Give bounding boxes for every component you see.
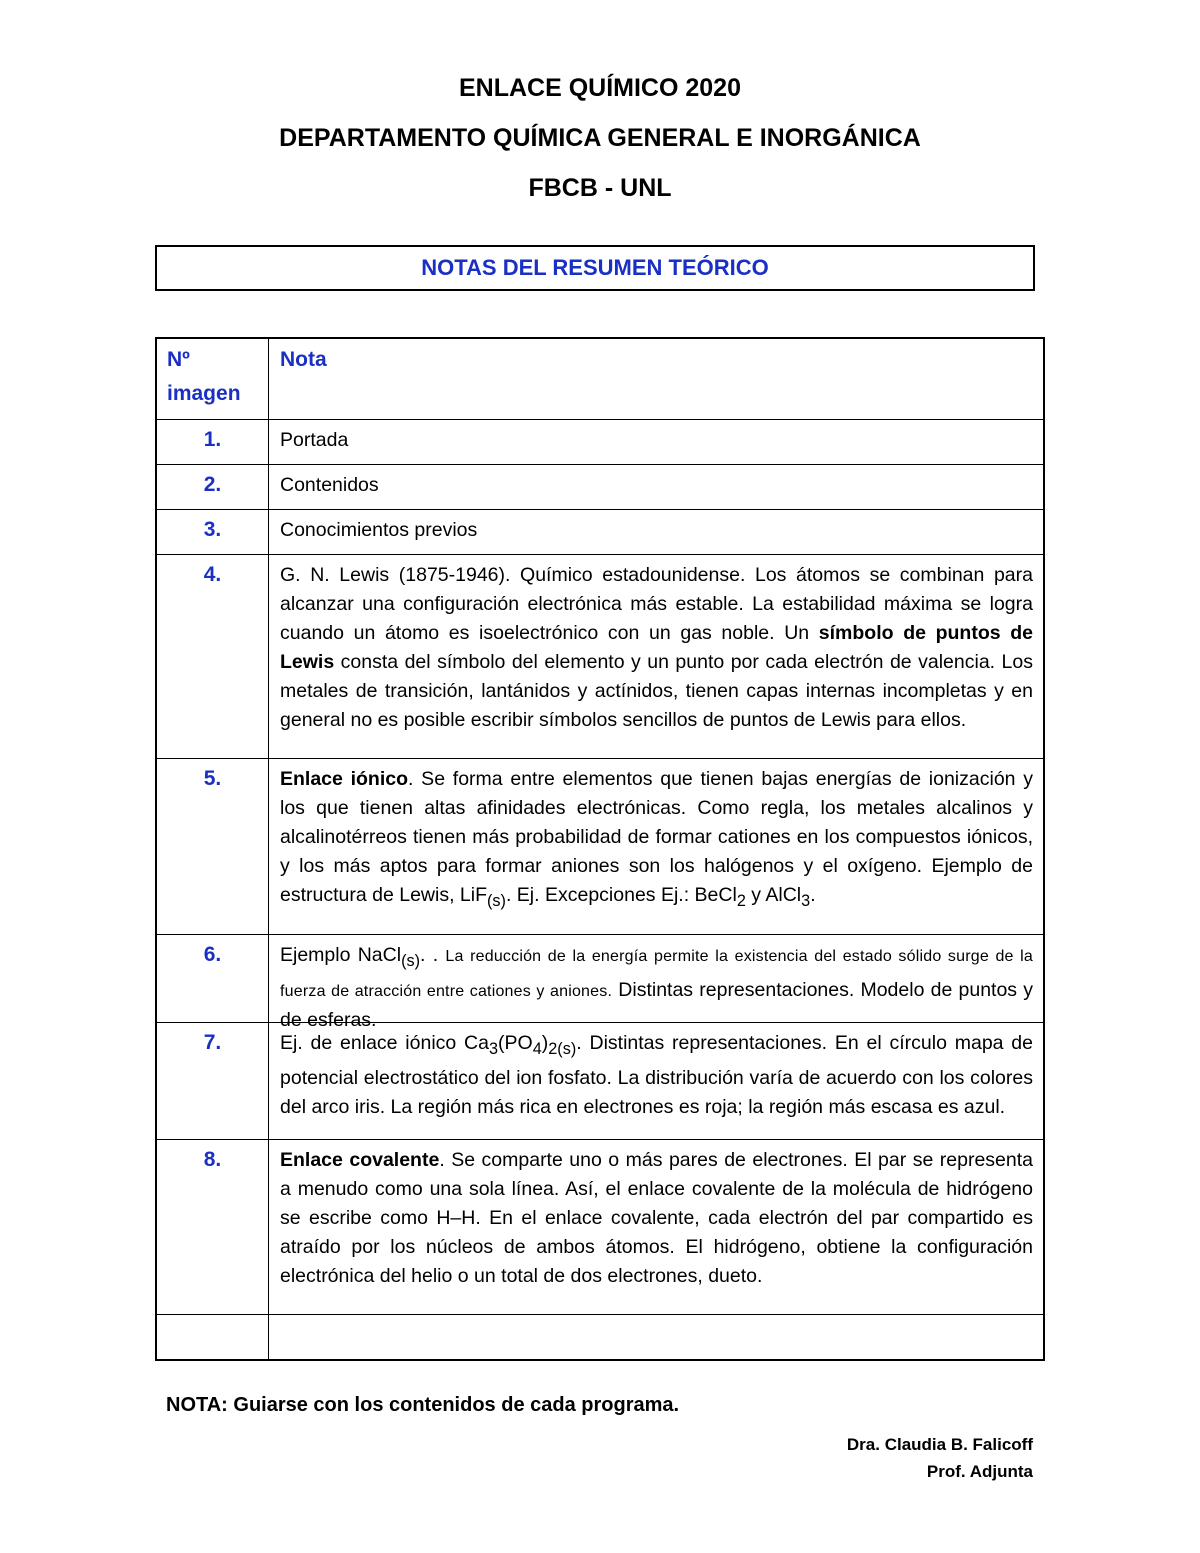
note-bold-term: símbolo de puntos de Lewis — [280, 622, 1033, 673]
row-number: 6. — [157, 935, 269, 1022]
notes-section-title — [155, 245, 1035, 291]
row-note — [269, 1140, 1043, 1314]
note-subscript: (s) — [401, 951, 421, 970]
note-text: consta del símbolo del elemento y un punto por cada electrón de valencia. Los metales de transición, lantánidos y actínidos, tienen capas internas incompletas y en general no es posible escribir símbolos sencillos de puntos de Lewis para ellos. — [280, 651, 1033, 731]
row-note — [269, 935, 1043, 1031]
department-name: DEPARTAMENTO QUÍMICA GENERAL E INORGÁNICA — [279, 124, 921, 152]
document-title: ENLACE QUÍMICO 2020 — [458, 74, 741, 102]
signature-name: Dra. Claudia B. Falicoff — [846, 1435, 1033, 1454]
note-small-text: La reducción de la energía permite la existencia del estado sólido surge de la fuerza de atracción entre cationes y aniones. — [280, 948, 1034, 1000]
table-row-empty — [157, 1314, 1043, 1359]
note-subscript: (s) — [487, 891, 506, 910]
note-text: ) — [541, 1032, 549, 1054]
row-note — [269, 1315, 1043, 1359]
note-subscript: 2(s) — [548, 1039, 577, 1058]
note-text: . Ej. Excepciones Ej.: BeCl — [505, 884, 737, 906]
row-number: 5. — [157, 759, 269, 934]
note-text: (PO — [498, 1032, 533, 1054]
notes-table — [155, 337, 1045, 1361]
table-row — [157, 554, 1043, 758]
footer-note: NOTA: Guiarse con los contenidos de cada programa. — [166, 1394, 680, 1416]
signature-title: Prof. Adjunta — [926, 1462, 1033, 1481]
table-row — [157, 1022, 1043, 1139]
header-image-number — [157, 339, 269, 419]
header-num-line2: imagen — [167, 382, 241, 405]
row-note: Contenidos — [280, 474, 379, 496]
table-row — [157, 464, 1043, 509]
note-subscript: 3 — [489, 1039, 499, 1058]
row-note — [269, 555, 1043, 758]
row-number: 8. — [157, 1140, 269, 1314]
row-note: Portada — [280, 429, 349, 451]
row-note: Conocimientos previos — [280, 519, 478, 541]
note-text: Distintas representaciones. Modelo de puntos y de esferas. — [280, 978, 1033, 1031]
table-row — [157, 419, 1043, 464]
institution-name: FBCB - UNL — [528, 174, 672, 202]
table-header-row — [157, 339, 1043, 419]
row-number: 4. — [157, 555, 269, 758]
row-number: 1. — [157, 420, 269, 464]
row-note — [269, 1023, 1043, 1139]
note-text: . Se comparte uno o más pares de electrones. El par se representa a menudo como una sola línea. Así, el enlace covalente de la molécula de hidrógeno se escribe como H–H. En el enlace covalente, cada electrón del par compartido es atraído por los núcleos de ambos átomos. El hidrógeno, obtiene la configuración electrónica del helio o un total de dos electrones, dueto. — [280, 1149, 1034, 1287]
note-text: . Se forma entre elementos que tienen bajas energías de ionización y los que tienen altas afinidades electrónicas. Como regla, los metales alcalinos y alcalinotérreos tienen más probabilidad de formar cationes en los compuestos iónicos, y los más aptos para formar aniones son los halógenos y el oxígeno. Ejemplo de estructura de Lewis, LiF — [280, 768, 1033, 906]
note-text: Ej. de enlace iónico Ca — [280, 1032, 489, 1054]
note-text: . . — [420, 944, 446, 966]
header-num-line1: Nº — [167, 348, 190, 371]
note-text: y AlCl — [745, 884, 802, 906]
row-number: 2. — [157, 465, 269, 509]
note-text: . — [810, 884, 816, 906]
note-text: Ejemplo NaCl — [280, 944, 402, 966]
notes-section-label: NOTAS DEL RESUMEN TEÓRICO — [421, 255, 769, 280]
note-text: G. N. Lewis (1875-1946). Químico estadounidense. Los átomos se combinan para alcanzar una configuración electrónica más estable. La estabilidad máxima se logra cuando un átomo es isoelectrónico con un gas noble. Un — [280, 564, 1033, 644]
note-text: . Distintas representaciones. En el círculo mapa de potencial electrostático del ion fosfato. La distribución varía de acuerdo con los colores del arco iris. La región más rica en electrones es roja; la región más escasa es azul. — [280, 1032, 1033, 1118]
table-row — [157, 934, 1043, 1031]
note-subscript: 3 — [801, 891, 811, 910]
row-number: 7. — [157, 1023, 269, 1139]
row-note — [269, 759, 1043, 934]
table-row — [157, 1139, 1043, 1314]
table-row — [157, 758, 1043, 934]
row-number — [157, 1315, 269, 1359]
table-row — [157, 509, 1043, 554]
row-number: 3. — [157, 510, 269, 554]
note-bold-term: Enlace covalente — [280, 1149, 440, 1171]
header-note: Nota — [280, 348, 327, 371]
note-subscript: 2 — [736, 891, 746, 910]
note-bold-term: Enlace iónico — [280, 768, 409, 790]
note-subscript: 4 — [532, 1039, 542, 1058]
